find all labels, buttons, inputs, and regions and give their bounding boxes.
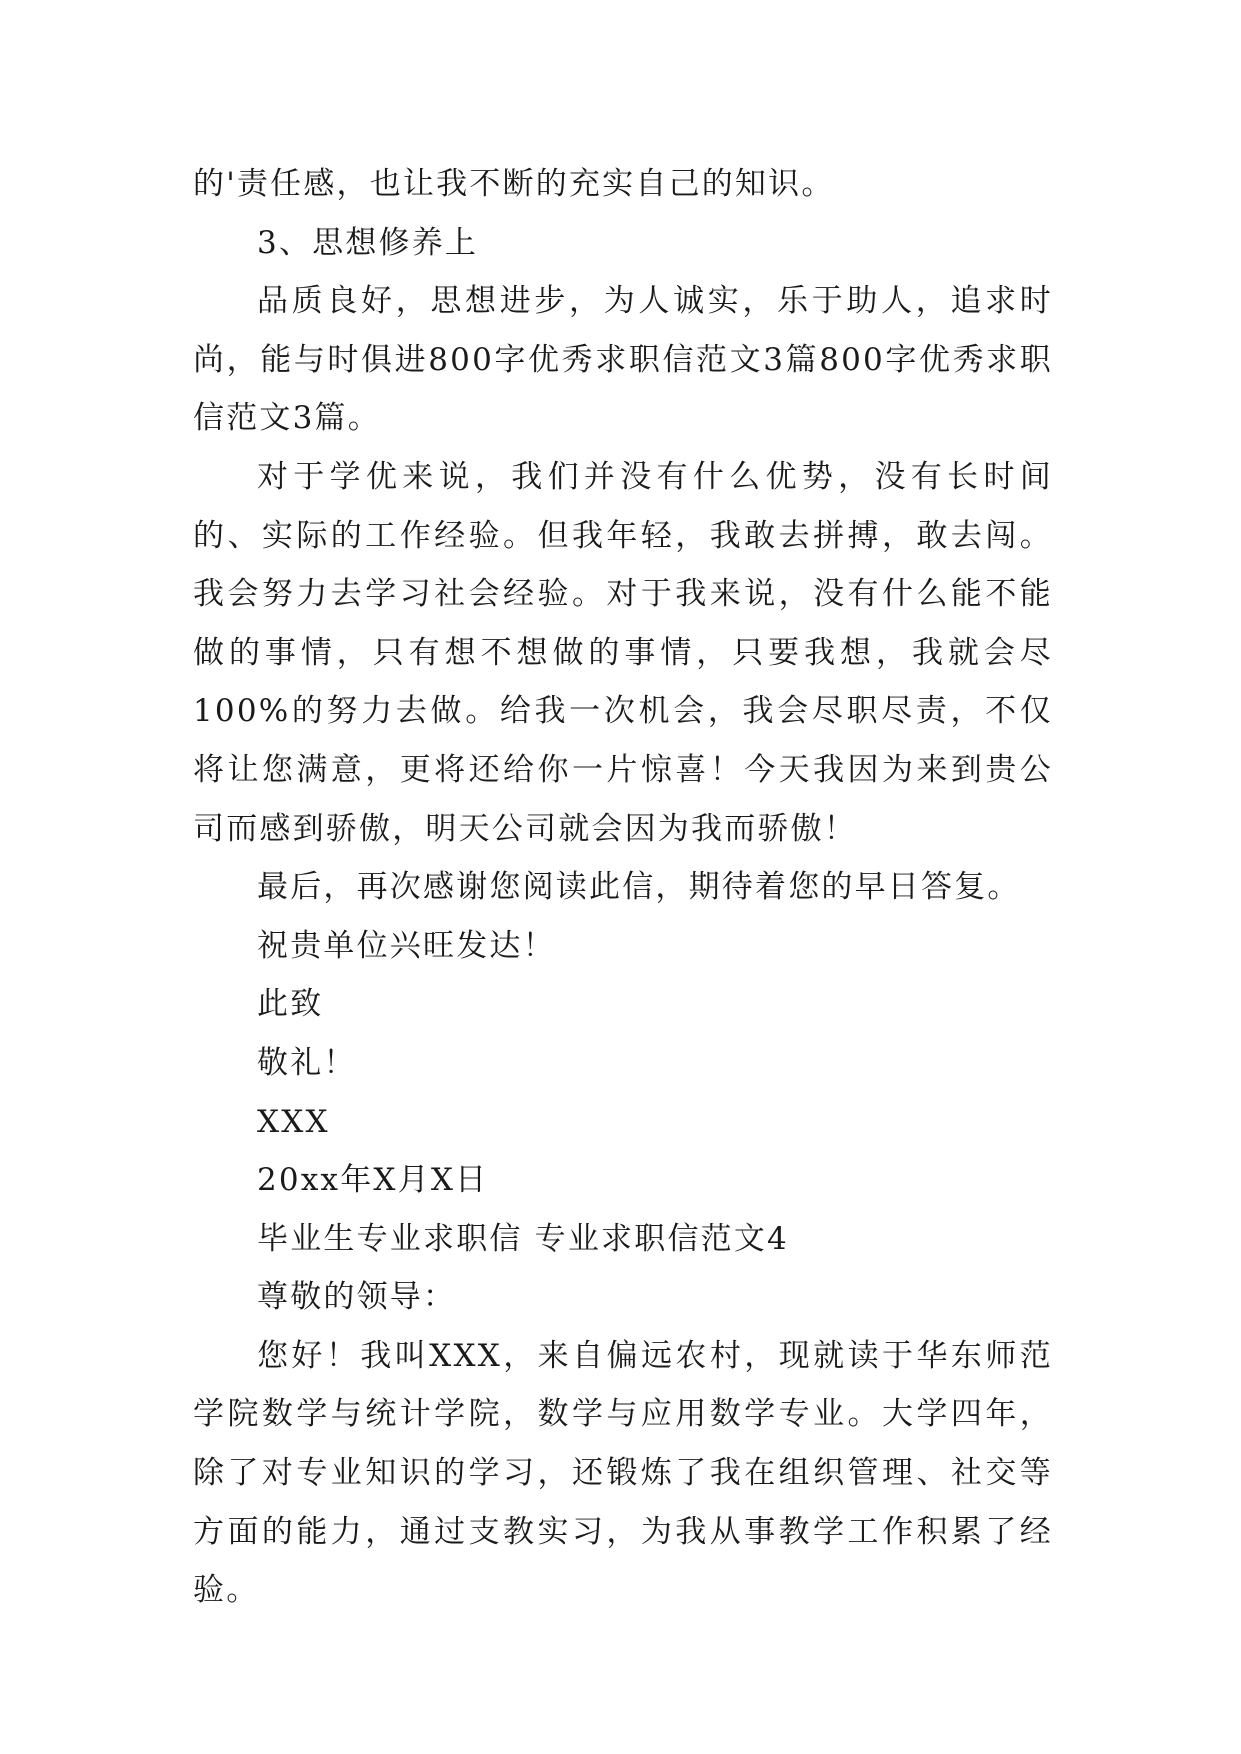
paragraph-responsibility: 的'责任感，也让我不断的充实自己的知识。	[193, 166, 835, 202]
document-body	[193, 155, 1053, 1620]
signature-name: XXX	[257, 1103, 330, 1140]
paragraph-introduction: 您好！我叫XXX，来自偏远农村，现就读于华东师范学院数学与统计学院，数学与应用数学专业。大学四年，除了对专业知识的学习，还锻炼了我在组织管理、社交等方面的能力，通过支教实习，为我从事教学工作积累了经验。	[193, 1337, 1053, 1609]
signature-date: 20xx年X月X日	[257, 1162, 489, 1199]
letter-greeting: 尊敬的领导：	[257, 1279, 457, 1316]
section-title: 毕业生专业求职信 专业求职信范文4	[257, 1220, 789, 1257]
closing-salutation: 此致	[257, 986, 324, 1023]
closing-regards: 敬礼！	[257, 1044, 357, 1081]
heading-moral-cultivation: 3、思想修养上	[257, 224, 479, 261]
paragraph-character: 品质良好，思想进步，为人诚实，乐于助人，追求时尚，能与时俱进800字优秀求职信范文3篇800字优秀求职信范文3篇。	[193, 283, 1053, 437]
paragraph-wishes: 祝贵单位兴旺发达！	[257, 927, 556, 964]
paragraph-thanks: 最后，再次感谢您阅读此信，期待着您的早日答复。	[257, 869, 1021, 906]
paragraph-advantages: 对于学优来说，我们并没有什么优势，没有长时间的、实际的工作经验。但我年轻，我敢去拼搏，敢去闯。我会努力去学习社会经验。对于我来说，没有什么能不能做的事情，只有想不想做的事情，只要我想，我就会尽100%的努力去做。给我一次机会，我会尽职尽责，不仅将让您满意，更将还给你一片惊喜！今天我因为来到贵公司而感到骄傲，明天公司就会因为我而骄傲！	[193, 458, 1053, 847]
